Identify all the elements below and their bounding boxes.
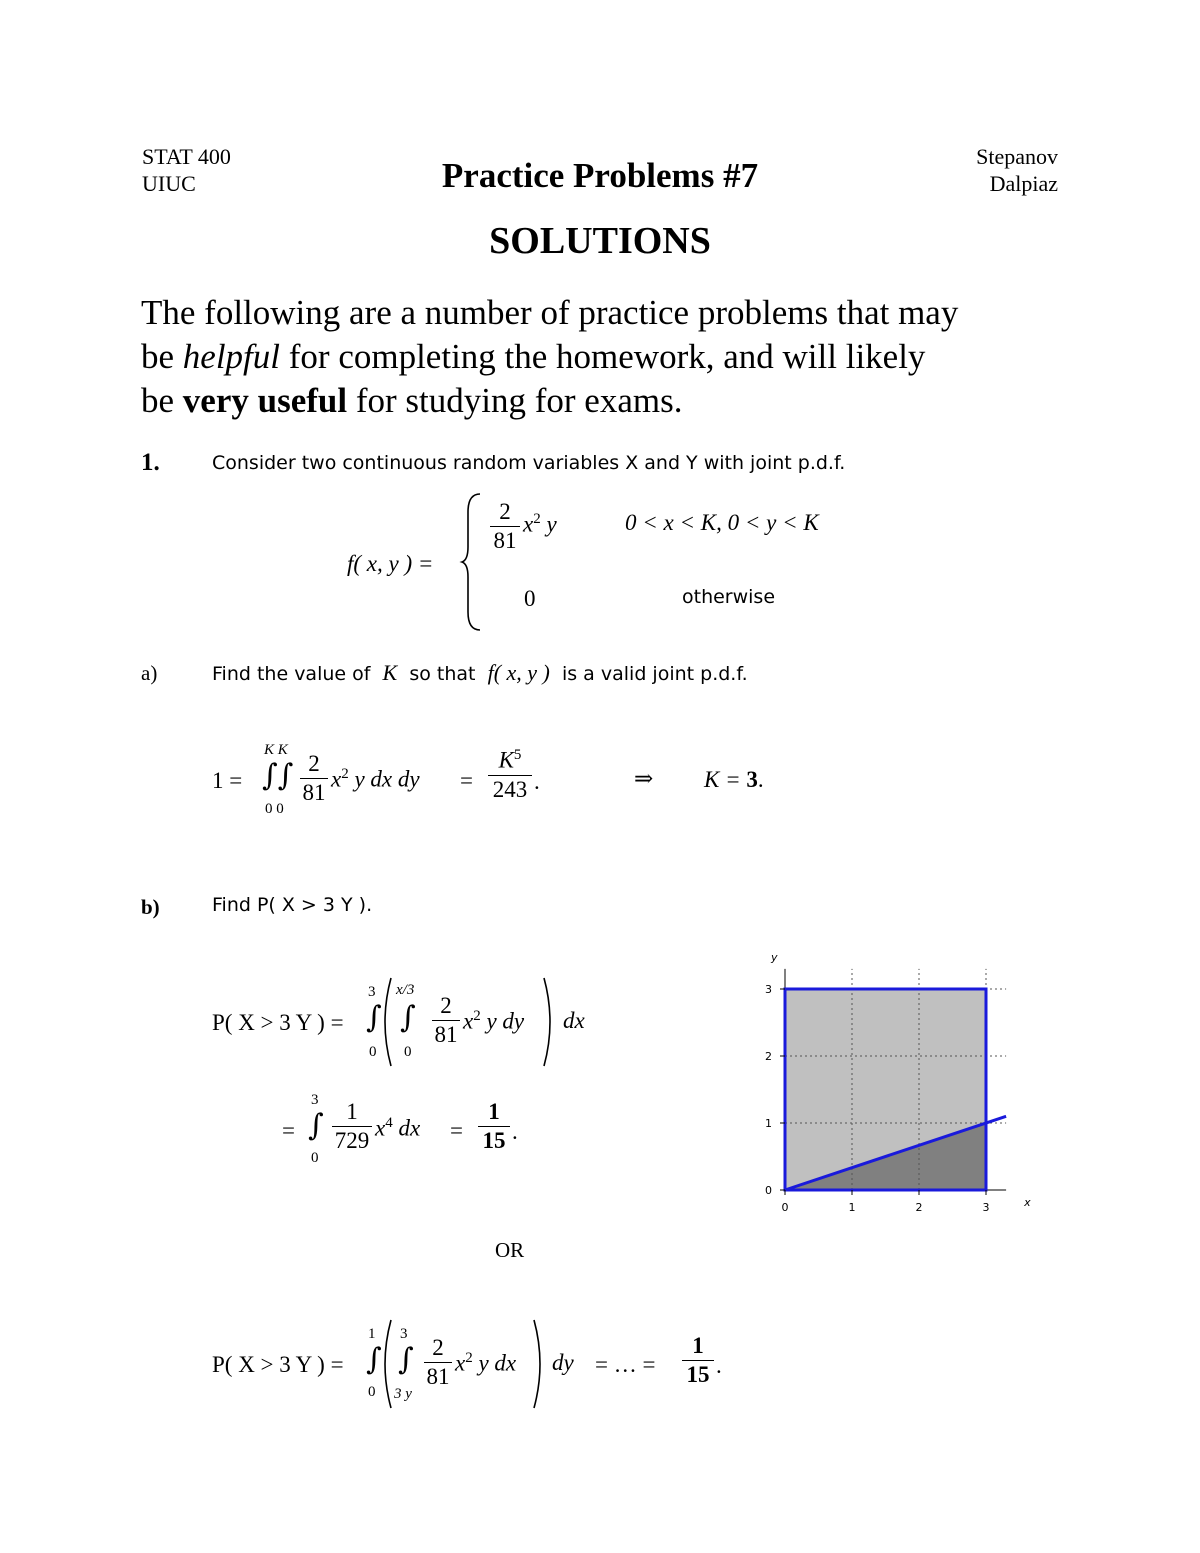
inner-upper-limit-3: 3	[400, 1326, 408, 1342]
y-tick-label: 3	[765, 983, 772, 996]
outer-upper-limit-3: 1	[368, 1326, 376, 1342]
part-a-integrand: $x^2$ y dx dy	[331, 766, 420, 792]
inner-integral-icon-3: ∫	[398, 1342, 414, 1377]
pdf-expr: $x^2$ y	[523, 511, 557, 537]
course-label: STAT 400	[142, 144, 231, 169]
right-paren-icon-3	[532, 1318, 548, 1410]
problem-number: 1.	[141, 449, 160, 476]
part-b-dx: dx	[563, 1008, 585, 1033]
pdf-lhs: f( x, y ) =	[347, 551, 434, 576]
part-b-lhs-3: P( X > 3 Y ) =	[212, 1352, 344, 1377]
outer-integral-icon: ∫	[366, 1000, 382, 1035]
part-b-eq3: =	[450, 1118, 463, 1143]
x-tick-label: 1	[848, 1201, 856, 1214]
page-title: Practice Problems #7	[441, 156, 759, 195]
part-b-coef-2: 1 729	[332, 1100, 372, 1153]
part-b-integrand-3: $x^2$ y dx	[455, 1350, 517, 1376]
part-a-label: a)	[141, 661, 158, 685]
part-b-label: b)	[141, 895, 160, 919]
x-axis-label: x	[1024, 1196, 1031, 1209]
upper-limit-2: 3	[311, 1092, 319, 1108]
helpful-emphasis: helpful	[182, 337, 281, 376]
outer-integral-icon-3: ∫	[366, 1342, 382, 1377]
integral-icon-2: ∫	[308, 1108, 324, 1143]
inner-lower-limit: 0	[404, 1044, 412, 1060]
author-1: Stepanov	[976, 144, 1058, 169]
part-a-question: Find the value of K so that f( x, y ) is a valid joint p.d.f.	[212, 660, 748, 685]
intro-line-2: be helpful for completing the homework, and will likely	[141, 337, 926, 376]
part-b-lhs: P( X > 3 Y ) =	[212, 1010, 344, 1035]
part-b-integrand: $x^2$ y dy	[463, 1008, 525, 1034]
part-b-eq2: =	[282, 1118, 295, 1143]
pdf-otherwise: otherwise	[682, 586, 776, 608]
x-tick-label: 0	[781, 1201, 789, 1214]
x-tick-label: 3	[982, 1201, 990, 1214]
part-b-question: Find P( X > 3 Y ).	[212, 894, 373, 916]
part-a-result: $K^5$ 243	[488, 748, 532, 802]
intro-line-1: The following are a number of practice problems that may	[141, 293, 959, 332]
intro-line-3: be very useful for studying for exams.	[141, 381, 683, 420]
part-b-dy: dy	[552, 1350, 574, 1375]
left-brace-icon	[460, 492, 484, 632]
y-tick-label: 0	[765, 1184, 772, 1197]
implies-icon: ⇒	[634, 766, 654, 791]
part-b-coef: 2 81	[432, 994, 460, 1047]
part-b-integrand-2: $x^4$ dx	[375, 1115, 421, 1141]
outer-lower-limit-3: 0	[368, 1384, 376, 1400]
part-b-dot: .	[512, 1119, 518, 1144]
part-b-coef-3: 2 81	[424, 1336, 452, 1389]
part-a-lower-limits: 0 0	[265, 801, 284, 817]
region-chart	[755, 950, 1035, 1220]
y-axis-label: y	[771, 950, 778, 964]
double-integral-icon: ∫∫	[262, 758, 294, 793]
problem-statement: Consider two continuous random variables X and Y with joint p.d.f.	[212, 452, 846, 474]
outer-upper-limit: 3	[368, 984, 376, 1000]
y-tick-label: 1	[765, 1117, 772, 1130]
part-a-dot: .	[534, 769, 540, 794]
part-a-answer: K = 3.	[704, 767, 764, 792]
lower-limit-2: 0	[311, 1150, 319, 1166]
pdf-zero: 0	[524, 586, 536, 611]
part-b-ellipsis: = … =	[595, 1352, 656, 1377]
pdf-condition: 0 < x < K, 0 < y < K	[625, 510, 819, 535]
part-a-one: 1 =	[212, 768, 243, 793]
part-b-answer: 1 15	[478, 1100, 510, 1153]
part-a-upper-limits: K K	[264, 742, 288, 758]
author-2: Dalpiaz	[989, 171, 1058, 196]
part-b-answer-3: 1 15	[682, 1334, 714, 1387]
x-tick-label: 2	[915, 1201, 923, 1214]
y-tick-label: 2	[765, 1050, 772, 1063]
intro-paragraph	[141, 291, 958, 423]
inner-upper-limit: x/3	[396, 982, 415, 998]
left-paren-icon	[377, 976, 393, 1068]
or-separator: OR	[495, 1238, 525, 1262]
solutions-heading: SOLUTIONS	[489, 220, 711, 262]
part-a-coef: 2 81	[300, 752, 328, 805]
right-paren-icon	[542, 976, 558, 1068]
part-a-eq: =	[460, 768, 473, 793]
inner-integral-icon: ∫	[400, 1000, 416, 1035]
very-useful-bold: very useful	[182, 381, 348, 420]
pdf-coef: 2 81	[490, 500, 520, 553]
left-paren-icon-3	[377, 1318, 393, 1410]
school-label: UIUC	[142, 171, 196, 196]
inner-lower-limit-3: 3 y	[394, 1386, 412, 1402]
part-b-dot-3: .	[716, 1353, 722, 1378]
outer-lower-limit: 0	[369, 1044, 377, 1060]
